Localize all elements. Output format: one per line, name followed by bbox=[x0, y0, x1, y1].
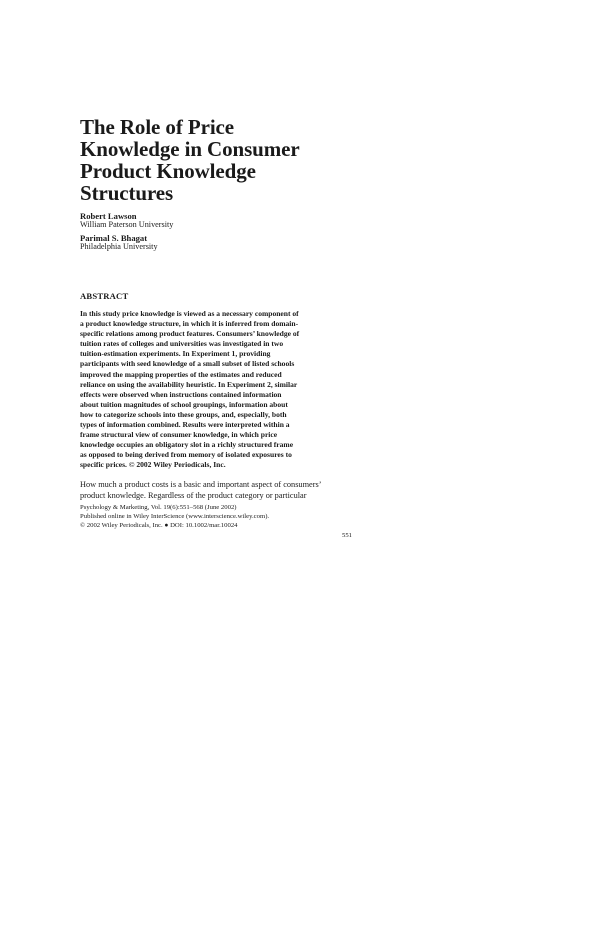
title-line: Structures bbox=[80, 181, 174, 205]
footer-line: Published online in Wiley InterScience (www.interscience.wiley.com). bbox=[80, 513, 270, 520]
abstract-heading: ABSTRACT bbox=[80, 291, 129, 301]
abstract-line: knowledge occupies an obligatory slot in a richly structured frame bbox=[80, 440, 294, 450]
abstract-line: effects were observed when instructions contained information bbox=[80, 389, 282, 399]
abstract-line: about tuition magnitudes of school groupings, information about bbox=[80, 399, 288, 409]
abstract-line: tuition-estimation experiments. In Experiment 1, providing bbox=[80, 349, 271, 359]
page-number: 551 bbox=[341, 532, 352, 539]
footer-line: Psychology & Marketing, Vol. 19(6):551–568 (June 2002) bbox=[80, 504, 237, 511]
abstract-line: types of information combined. Results were interpreted within a bbox=[80, 420, 290, 430]
footer-line: © 2002 Wiley Periodicals, Inc. ● DOI: 10.1002/mar.10024 bbox=[80, 522, 238, 529]
abstract-line: improved the mapping properties of the estimates and reduced bbox=[80, 369, 282, 379]
abstract-line: frame structural view of consumer knowledge, in which price bbox=[80, 430, 278, 440]
abstract-line: reliance on using the availability heuristic. In Experiment 2, similar bbox=[80, 379, 298, 389]
abstract-line: specific prices. © 2002 Wiley Periodicals, Inc. bbox=[80, 460, 226, 470]
abstract-line: tuition rates of colleges and universities was investigated in two bbox=[80, 339, 284, 349]
abstract-line: as opposed to being derived from memory of isolated exposures to bbox=[80, 450, 292, 460]
abstract-line: participants with seed knowledge of a small subset of listed schools bbox=[80, 359, 295, 369]
article-title bbox=[80, 116, 352, 204]
abstract-line: how to categorize schools into these groups, and, especially, both bbox=[80, 409, 287, 419]
title-line: Knowledge in Consumer bbox=[80, 137, 300, 161]
author-affiliation: William Paterson University bbox=[80, 220, 174, 229]
abstract-line: In this study price knowledge is viewed as a necessary component of bbox=[80, 309, 299, 318]
publication-footer bbox=[80, 503, 352, 530]
author-name: Parimal S. Bhagat bbox=[80, 233, 148, 243]
body-paragraph bbox=[80, 480, 352, 502]
author-affiliation: Philadelphia University bbox=[80, 242, 158, 251]
body-line: How much a product costs is a basic and important aspect of consumers’ bbox=[80, 480, 322, 489]
title-line: The Role of Price bbox=[80, 115, 234, 139]
abstract-line: specific relations among product features. Consumers’ knowledge of bbox=[80, 329, 300, 339]
title-line: Product Knowledge bbox=[80, 159, 256, 183]
abstract-body bbox=[80, 309, 352, 471]
author-name: Robert Lawson bbox=[80, 211, 137, 221]
abstract-line: a product knowledge structure, in which it is inferred from domain- bbox=[80, 319, 299, 329]
body-line: product knowledge. Regardless of the product category or particular bbox=[80, 490, 307, 500]
